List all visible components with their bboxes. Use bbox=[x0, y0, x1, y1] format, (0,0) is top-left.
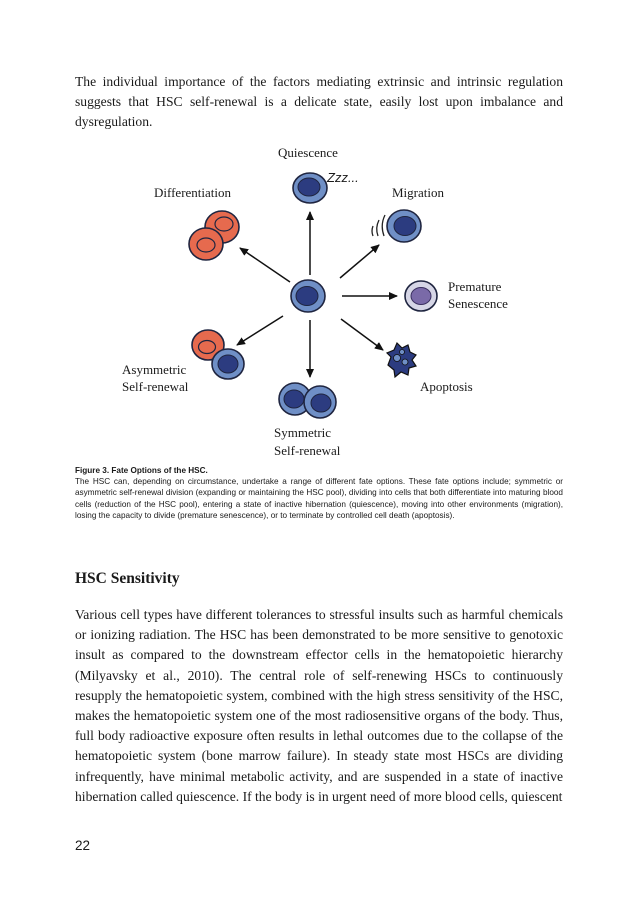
body-paragraph: Various cell types have different tolerances to stressful insults such as harmful chemicals or ionizing radiation. The HSC has been demonstrated to be more sensitive to genotoxic insult as compared to the downstream effector cells in the hematopoietic hierarchy (Milyavsky et al., 2010). The central role of self-renewing HSCs to continuously resupply the hematopoietic system, combined with the high stress sensitivity of the HSC, makes the hematopoietic system one of the most radiosensitive organs of the body. Thus, full body radioactive exposure often results in lethal outcomes due to the collapse of the hematopoietic system (bone marrow failure). In steady state most HSCs are dividing infrequently, have minimal metabolic activity, and are suspended in a state of inactive hibernation called quiescence. If the body is in urgent need of more blood cells, quiescent bbox=[75, 607, 563, 804]
differentiated-cells bbox=[189, 211, 239, 260]
quiescent-cell bbox=[293, 173, 327, 203]
caption-title: Figure 3. Fate Options of the HSC. bbox=[75, 466, 208, 475]
label-premature: Premature bbox=[448, 279, 502, 294]
label-differentiation: Differentiation bbox=[154, 185, 232, 200]
label-apoptosis: Apoptosis bbox=[420, 379, 473, 394]
apoptotic-cell bbox=[387, 343, 416, 377]
section-heading: HSC Sensitivity bbox=[75, 570, 180, 587]
arrow-to-apoptosis bbox=[341, 319, 383, 350]
label-symmetric-self-renewal: Self-renewal bbox=[274, 443, 341, 458]
arrow-to-asymmetric bbox=[237, 316, 283, 345]
label-symmetric: Symmetric bbox=[274, 425, 332, 440]
figure-caption bbox=[75, 465, 563, 521]
senescent-cell bbox=[405, 281, 437, 311]
arrow-to-differentiation bbox=[240, 248, 290, 282]
label-asymmetric-self-renewal: Self-renewal bbox=[122, 379, 189, 394]
asymmetric-daughter-cells bbox=[192, 330, 244, 379]
central-hsc-cell bbox=[291, 280, 325, 312]
arrow-to-migration bbox=[340, 245, 379, 278]
label-zzz: Zzz... bbox=[327, 170, 359, 185]
caption-text: The HSC can, depending on circumstance, undertake a range of different fate options. These fate options include; symmetric or asymmetric self-renewal division (expanding or maintaining the HSC pool), dividing into cells that both differentiate into maturing blood cells (reduction of the HSC pool), entering a state of inactive hibernation (quiescence), moving into other environments (migration), losing the capacity to divide (premature senescence), or to terminate by controlled cell death (apoptosis). bbox=[75, 477, 563, 520]
migrating-cell bbox=[387, 210, 421, 242]
label-migration: Migration bbox=[392, 185, 444, 200]
page-number: 22 bbox=[75, 838, 91, 853]
label-senescence: Senescence bbox=[448, 296, 508, 311]
intro-paragraph: The individual importance of the factors mediating extrinsic and intrinsic regulation suggests that HSC self-renewal is a delicate state, easily lost upon imbalance and dysregulation. bbox=[75, 74, 563, 130]
label-quiescence: Quiescence bbox=[278, 145, 338, 160]
symmetric-daughter-cells bbox=[279, 383, 336, 418]
label-asymmetric: Asymmetric bbox=[122, 362, 187, 377]
motion-lines-icon bbox=[372, 215, 385, 236]
